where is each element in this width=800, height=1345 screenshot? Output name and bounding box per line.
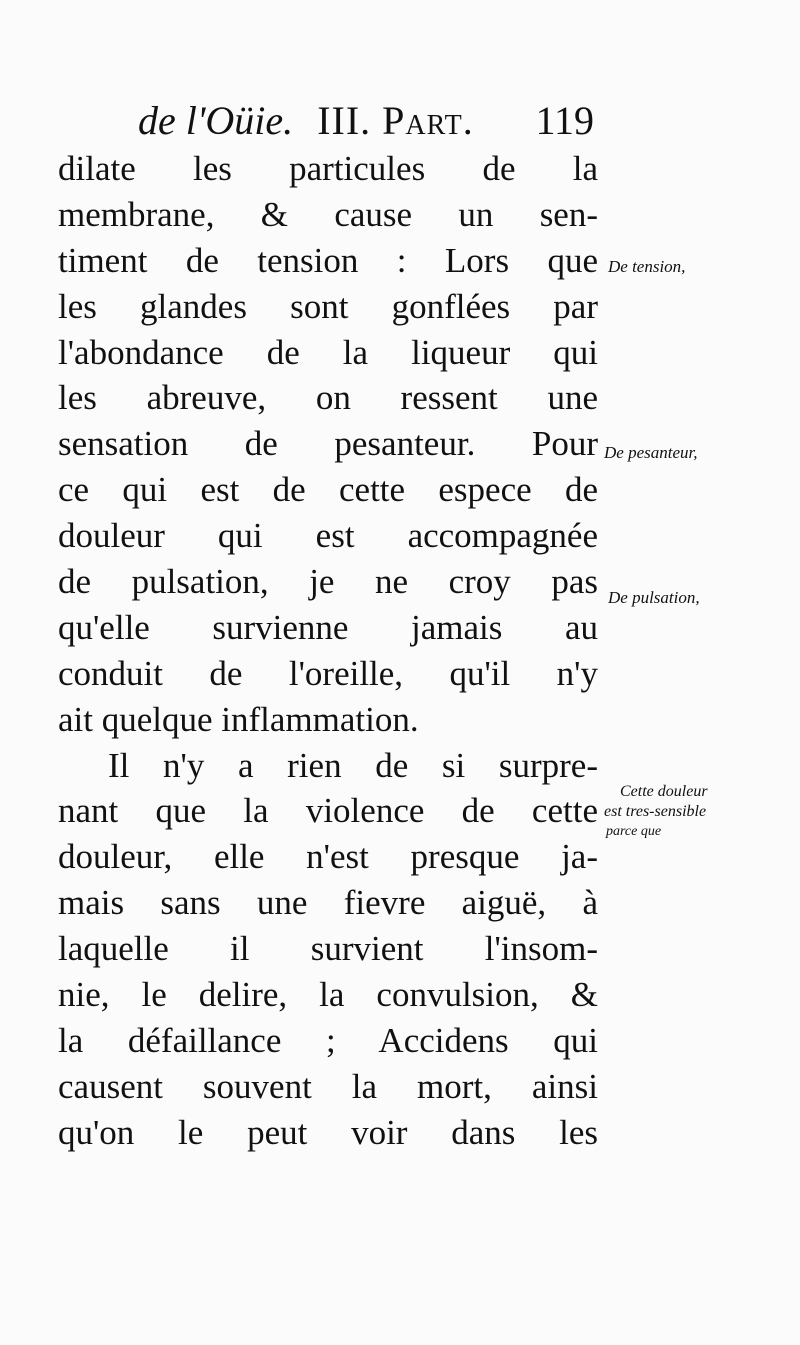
text-line: l'abondance de la liqueur qui [58, 332, 598, 372]
text-line: conduit de l'oreille, qu'il n'y [58, 653, 598, 693]
text-line: causent souvent la mort, ainsi [58, 1066, 598, 1106]
text-line: mais sans une fievre aiguë, à [58, 883, 598, 923]
margin-note-pulsation: De pulsation, [608, 588, 700, 607]
text-line: Il n'y a rien de si surpre- [108, 745, 598, 785]
page-number: 119 [535, 98, 594, 143]
part-label: III. Part. [317, 98, 474, 143]
text-line: douleur qui est accompagnée [58, 516, 598, 556]
text-line: ait quelque inflammation. [58, 699, 419, 739]
text-line: nant que la violence de cette [58, 791, 598, 831]
margin-note-pesanteur: De pesanteur, [604, 443, 698, 462]
text-line: la défaillance ; Accidens qui [58, 1020, 598, 1060]
margin-notes [600, 0, 800, 1345]
text-line: qu'on le peut voir dans les [58, 1112, 598, 1152]
text-line: sensation de pesanteur. Pour [58, 424, 598, 464]
text-line: timent de tension : Lors que [58, 240, 598, 280]
margin-note-line: est tres-sensible [604, 803, 707, 820]
text-line: ce qui est de cette espece de [58, 470, 598, 510]
text-line: douleur, elle n'est presque ja- [58, 837, 598, 877]
text-line: dilate les particules de la [58, 149, 598, 188]
text-line: qu'elle survienne jamais au [58, 607, 598, 647]
text-line: nie, le delire, la convulsion, & [58, 975, 598, 1015]
text-line: de pulsation, je ne croy pas [58, 562, 598, 602]
running-header [138, 96, 598, 146]
margin-note-line: Cette douleur [620, 783, 708, 800]
text-line: laquelle il survient l'insom- [58, 929, 598, 969]
margin-note-line: parce que [606, 824, 662, 839]
margin-note-tension: De tension, [608, 257, 686, 276]
text-line: membrane, & cause un sen- [58, 194, 598, 234]
text-line: les abreuve, on ressent une [58, 378, 598, 418]
text-line: les glandes sont gonflées par [58, 286, 598, 326]
margin-note-cette-douleur [604, 782, 708, 842]
body-text [58, 146, 598, 1156]
running-title: de l'Oüie. [138, 98, 294, 143]
